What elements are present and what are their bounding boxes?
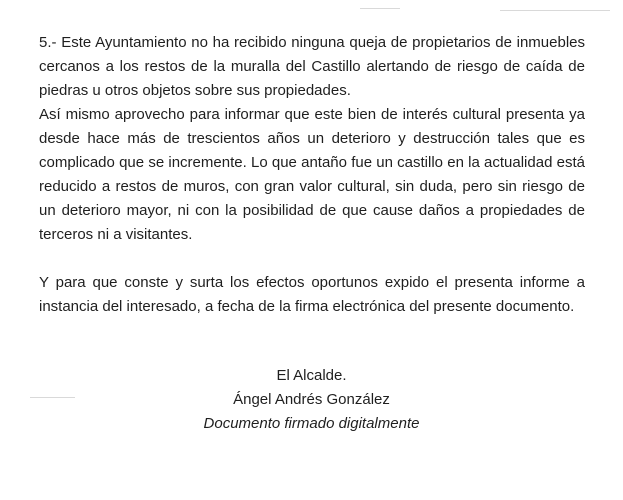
digital-signature-note: Documento firmado digitalmente <box>203 415 420 432</box>
document-body <box>39 31 585 319</box>
scan-artifact-top-right <box>500 10 610 11</box>
signer-name: Ángel Andrés González <box>233 391 390 408</box>
signature-block <box>0 364 623 436</box>
scan-artifact-top <box>360 8 400 9</box>
paragraph-cultural-asset: Así mismo aprovecho para informar que este bien de interés cultural presenta ya desde hace más de trescientos años un deterioro y destrucción tales que es complicado que se incremente. Lo que antaño fue un castillo en la actualidad está reducido a restos de muros, con gran valor cultural, sin duda, pero sin riesgo de un deterioro mayor, ni con la posibilidad de que cause daños a propiedades de terceros ni a visitantes. <box>39 106 585 243</box>
paragraph-spacer <box>39 247 585 271</box>
paragraph-closing: Y para que conste y surta los efectos oportunos expido el presenta informe a instancia del interesado, a fecha de la firma electrónica del presente documento. <box>39 274 585 315</box>
paragraph-item-5: 5.- Este Ayuntamiento no ha recibido ninguna queja de propietarios de inmuebles cercanos a los restos de la muralla del Castillo alertando de riesgo de caída de piedras u otros objetos sobre sus propiedades. <box>39 34 585 99</box>
signer-title: El Alcalde. <box>276 367 347 384</box>
